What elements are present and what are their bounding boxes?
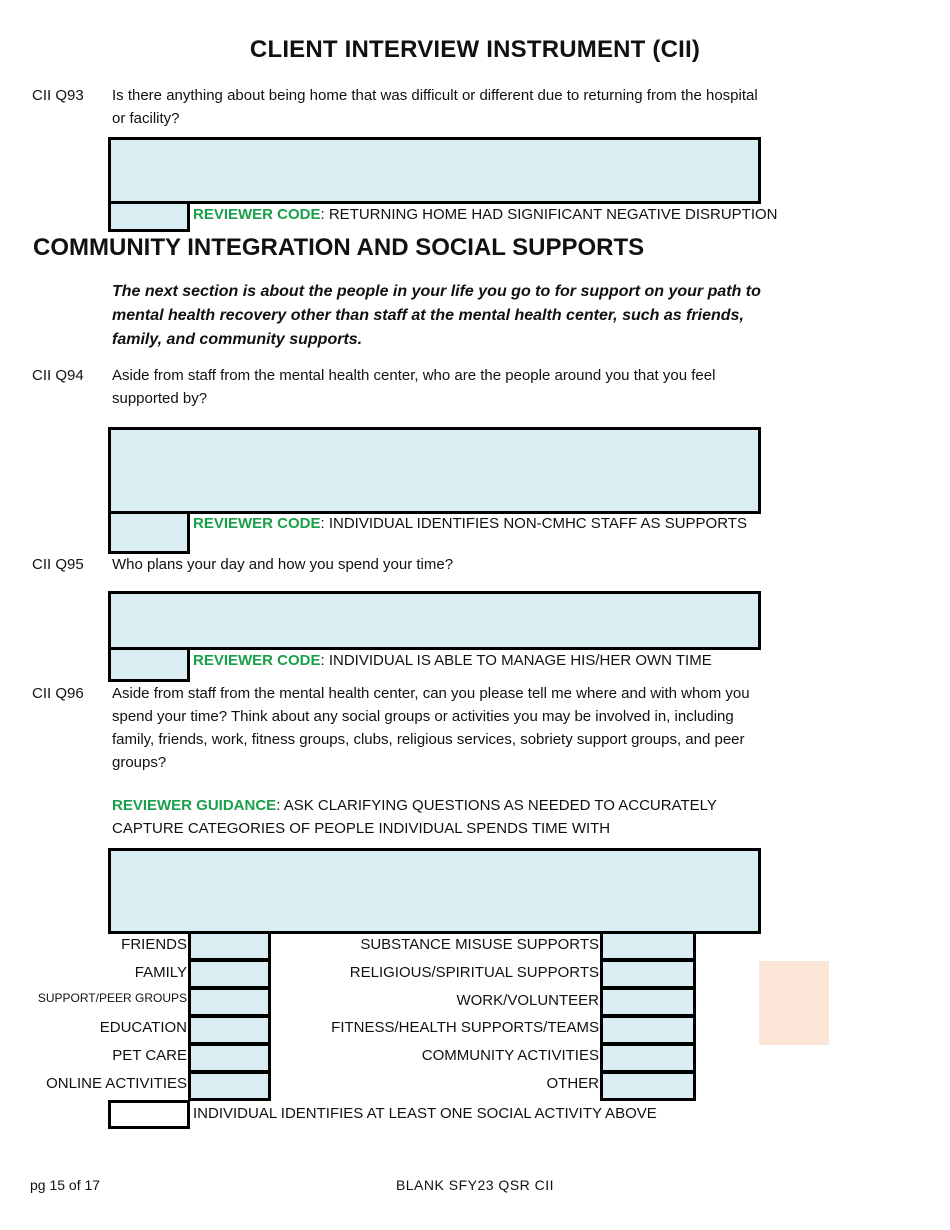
summary-text: INDIVIDUAL IDENTIFIES AT LEAST ONE SOCIAL ACTIVITY ABOVE (193, 1105, 657, 1122)
category-label-pet-care: PET CARE (112, 1047, 187, 1064)
category-label-education: EDUCATION (99, 1019, 187, 1036)
q93-response-box[interactable] (108, 137, 761, 204)
q93-reviewer-code (193, 206, 778, 223)
section-intro: The next section is about the people in your life you go to for support on your path to mental health recovery other than staff at the mental health center, such as friends, family, and community supports. (112, 283, 761, 348)
q96-reviewer-guidance (112, 794, 762, 840)
category-label-fitness-health: FITNESS/HEALTH SUPPORTS/TEAMS (331, 1019, 599, 1036)
q93-code-box[interactable] (108, 201, 190, 232)
category-label-online-activities: ONLINE ACTIVITIES (46, 1075, 187, 1092)
q94-response-box[interactable] (108, 427, 761, 514)
category-box-work-volunteer[interactable] (600, 987, 696, 1017)
q93-id: CII Q93 (32, 87, 84, 104)
q94-id: CII Q94 (32, 367, 84, 384)
q94-code-box[interactable] (108, 511, 190, 554)
q96-text: Aside from staff from the mental health center, can you please tell me where and with whom you spend your time? Think about any social groups or activities you may be involved in, including family, friends, work, fitness groups, clubs, religious services, sobriety support groups, and peer groups? (112, 685, 750, 771)
reviewer-code-text: : INDIVIDUAL IS ABLE TO MANAGE HIS/HER OWN TIME (320, 652, 712, 669)
highlight-block (759, 961, 829, 1045)
category-box-other[interactable] (600, 1071, 696, 1101)
category-box-substance-misuse[interactable] (600, 931, 696, 961)
q93-text: Is there anything about being home that was difficult or different due to returning from the hospital or facility? (112, 87, 758, 127)
category-box-online-activities[interactable] (188, 1071, 271, 1101)
page-number: pg 15 of 17 (30, 1177, 101, 1193)
reviewer-code-text: : RETURNING HOME HAD SIGNIFICANT NEGATIVE DISRUPTION (320, 206, 778, 223)
category-box-fitness-health[interactable] (600, 1015, 696, 1045)
q94-reviewer-code (193, 515, 747, 532)
category-box-friends[interactable] (188, 931, 271, 961)
summary-code-box[interactable] (108, 1100, 190, 1129)
q96-response-box[interactable] (108, 848, 761, 934)
category-label-friends: FRIENDS (121, 936, 187, 953)
category-box-religious-spiritual[interactable] (600, 959, 696, 989)
category-label-other: OTHER (546, 1075, 599, 1092)
document-name: BLANK SFY23 QSR CII (395, 1177, 555, 1193)
reviewer-guidance-text: : ASK CLARIFYING QUESTIONS AS NEEDED TO ACCURATELY CAPTURE CATEGORIES OF PEOPLE INDIVIDUAL SPENDS TIME WITH (112, 797, 717, 837)
category-label-religious-spiritual: RELIGIOUS/SPIRITUAL SUPPORTS (349, 964, 599, 981)
reviewer-code-text: : INDIVIDUAL IDENTIFIES NON-CMHC STAFF AS SUPPORTS (320, 515, 747, 532)
category-label-family: FAMILY (134, 964, 187, 981)
category-label-community-activities: COMMUNITY ACTIVITIES (421, 1047, 599, 1064)
reviewer-code-label: REVIEWER CODE (193, 206, 321, 223)
category-label-substance-misuse: SUBSTANCE MISUSE SUPPORTS (360, 936, 599, 953)
q95-id: CII Q95 (32, 556, 84, 573)
page-title: CLIENT INTERVIEW INSTRUMENT (CII) (249, 36, 701, 63)
category-box-support-peer-groups[interactable] (188, 987, 271, 1017)
category-label-support-peer-groups: SUPPORT/PEER GROUPS (37, 991, 187, 1005)
category-box-family[interactable] (188, 959, 271, 989)
q95-reviewer-code (193, 652, 712, 669)
category-box-community-activities[interactable] (600, 1043, 696, 1073)
category-box-pet-care[interactable] (188, 1043, 271, 1073)
q96-id: CII Q96 (32, 685, 84, 702)
q95-text: Who plans your day and how you spend your time? (112, 556, 454, 573)
section-title: COMMUNITY INTEGRATION AND SOCIAL SUPPORTS (33, 234, 645, 261)
category-box-education[interactable] (188, 1015, 271, 1045)
reviewer-code-label: REVIEWER CODE (193, 652, 321, 669)
reviewer-code-label: REVIEWER CODE (193, 515, 321, 532)
q95-response-box[interactable] (108, 591, 761, 650)
q94-text: Aside from staff from the mental health center, who are the people around you that you feel supported by? (112, 367, 716, 407)
reviewer-guidance-label: REVIEWER GUIDANCE (112, 797, 277, 814)
q95-code-box[interactable] (108, 647, 190, 682)
category-label-work-volunteer: WORK/VOLUNTEER (456, 992, 599, 1009)
